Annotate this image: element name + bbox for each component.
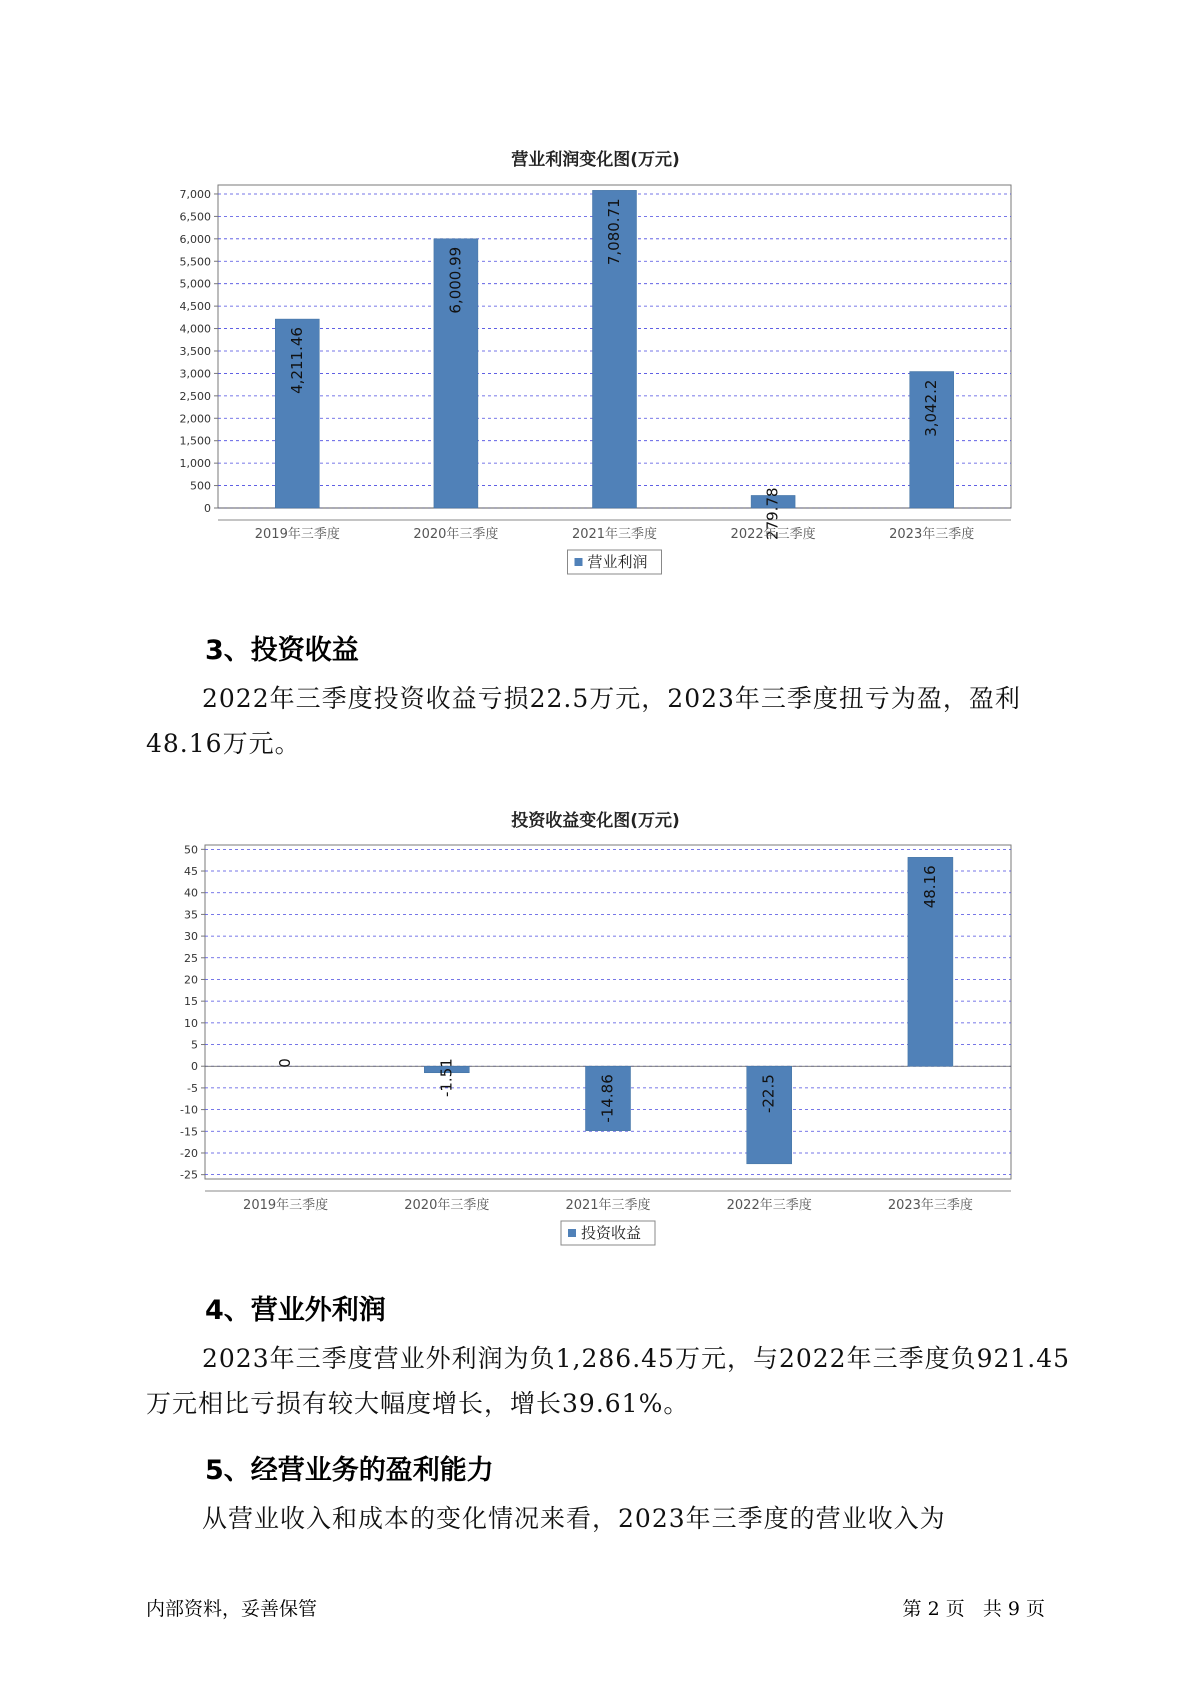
x-tick-label: 2020年三季度 [413,527,499,542]
y-tick-label: 3,000 [179,367,211,381]
y-tick-label: 25 [184,951,198,965]
y-tick-label: 50 [184,843,198,857]
x-tick-label: 2022年三季度 [726,1198,812,1213]
y-tick-label: 15 [184,995,198,1009]
x-tick-label: 2020年三季度 [404,1198,490,1213]
y-tick-label: 2,500 [179,389,211,403]
footer-page-number: 第 2 页 共 9 页 [902,1598,1045,1620]
x-tick-label: 2023年三季度 [889,527,975,542]
y-tick-label: 7,000 [179,187,211,201]
invest-chart-title: 投资收益变化图(万元) [511,811,680,831]
data-label: 48.16 [920,865,939,909]
legend-swatch [575,558,583,566]
y-tick-label: 5 [191,1038,198,1052]
legend-label: 营业利润 [587,553,648,571]
y-tick-label: 0 [204,502,211,515]
legend-swatch [568,1229,576,1237]
y-tick-label: 5,000 [179,277,211,291]
data-label: 0 [276,1058,295,1068]
data-label: 279.78 [763,487,782,540]
section-5-heading: 5、经营业务的盈利能力 [205,1455,494,1486]
section-4-heading: 4、营业外利润 [205,1295,386,1326]
y-tick-label: 0 [191,1060,198,1074]
y-tick-label: -25 [180,1168,198,1182]
data-label: 6,000.99 [446,246,465,314]
data-label: -14.86 [598,1074,617,1123]
data-label: 3,042.2 [922,379,941,437]
x-tick-label: 2019年三季度 [243,1198,329,1213]
y-tick-label: 20 [184,973,198,987]
y-tick-label: 1,000 [179,457,211,471]
y-tick-label: 6,000 [179,232,211,246]
y-tick-label: -5 [187,1081,198,1095]
y-tick-label: 4,000 [179,322,211,336]
footer-confidential: 内部资料，妥善保管 [146,1598,318,1620]
profit-chart-title: 营业利润变化图(万元) [511,150,680,170]
section-5-text: 从营业收入和成本的变化情况来看，2023年三季度的营业收入为 [202,1504,946,1533]
data-label: -22.5 [759,1074,778,1114]
y-tick-label: 6,500 [179,210,211,224]
invest-chart [0,830,1191,1255]
x-tick-label: 2021年三季度 [565,1198,651,1213]
y-tick-label: -20 [180,1146,198,1160]
y-tick-label: 3,500 [179,344,211,358]
y-tick-label: 30 [184,930,198,944]
data-label: 4,211.46 [287,327,306,394]
section-3-heading: 3、投资收益 [205,635,359,666]
data-label: -1.51 [437,1058,456,1098]
y-tick-label: -10 [180,1103,198,1117]
y-tick-label: 5,500 [179,255,211,269]
profit-chart [0,170,1191,590]
data-label: 7,080.71 [605,198,623,266]
section-3-text: 2022年三季度投资收益亏损22.5万元，2023年三季度扭亏为盈，盈利48.16万元。 [146,684,1021,758]
y-tick-label: 40 [184,886,198,900]
x-tick-label: 2019年三季度 [254,527,340,542]
y-tick-label: 500 [190,479,211,493]
x-tick-label: 2021年三季度 [571,527,658,542]
y-tick-label: -15 [180,1125,198,1139]
y-tick-label: 35 [184,908,198,922]
x-tick-label: 2022年三季度 [730,527,816,542]
y-tick-label: 4,500 [179,300,211,314]
y-tick-label: 10 [184,1016,198,1030]
y-tick-label: 45 [184,865,198,879]
y-tick-label: 1,500 [179,434,211,448]
legend-label: 投资收益 [581,1224,642,1242]
x-tick-label: 2023年三季度 [887,1198,973,1213]
section-4-text: 2023年三季度营业外利润为负1,286.45万元，与2022年三季度负921.45万元相比亏损有较大幅度增长，增长39.61%。 [146,1344,1071,1418]
y-tick-label: 2,000 [179,412,211,426]
